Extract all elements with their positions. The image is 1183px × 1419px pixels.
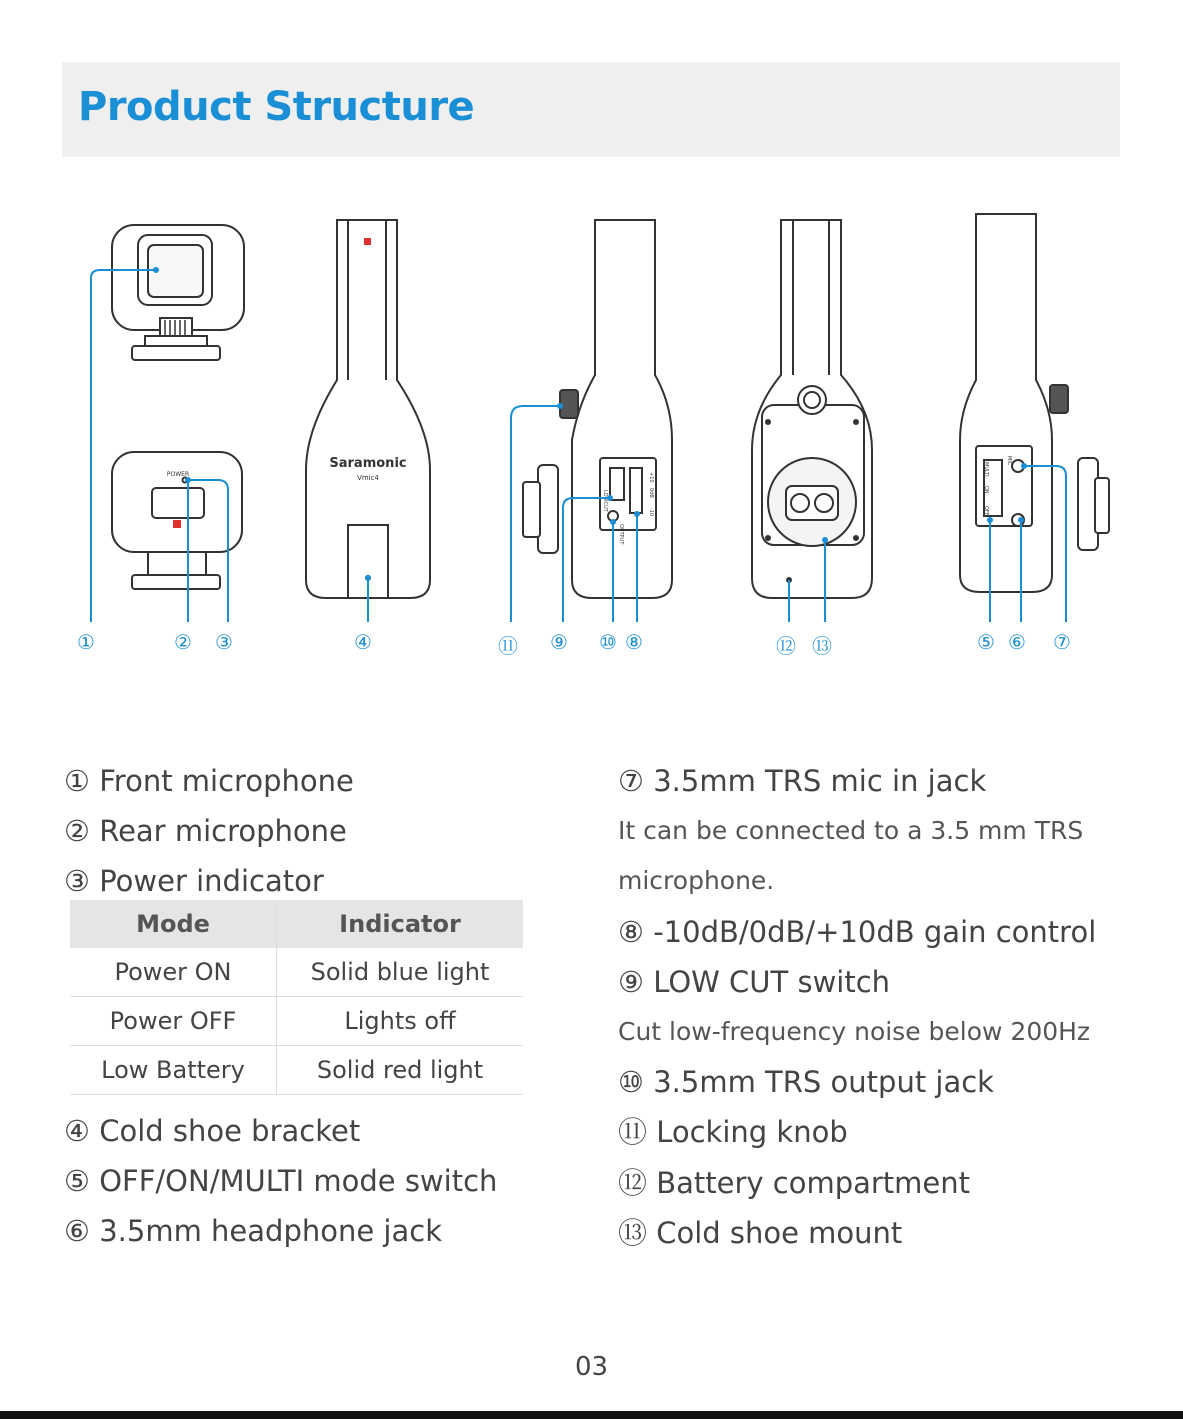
table-header-indicator: Indicator xyxy=(277,900,524,948)
gain-mid-label: 0dB xyxy=(648,488,654,498)
table-cell-mode: Low Battery xyxy=(70,1046,277,1095)
callout-4: ④ xyxy=(354,630,372,654)
power-label: POWER xyxy=(166,471,190,478)
feature-front-microphone: ① Front microphone xyxy=(64,764,354,798)
brand-label: Saramonic xyxy=(329,456,407,471)
device-rear-view xyxy=(112,452,242,589)
model-label: Vmic4 xyxy=(357,474,379,482)
feature-cold-shoe-mount: ⑬ Cold shoe mount xyxy=(618,1215,903,1250)
feature-rear-microphone: ② Rear microphone xyxy=(64,814,347,848)
callout-12: ⑫ xyxy=(776,634,796,658)
product-illustrations xyxy=(0,190,1183,630)
callout-9: ⑨ xyxy=(550,630,568,654)
low-cut-label: LOWCUT xyxy=(602,490,608,512)
right-feature-list xyxy=(618,756,1096,1258)
table-row xyxy=(70,948,523,997)
feature-gain-control: ⑧ -10dB/0dB/+10dB gain control xyxy=(618,914,1097,949)
left-feature-list-2 xyxy=(64,1106,497,1256)
feature-mic-in-jack-desc-1: It can be connected to a 3.5 mm TRS xyxy=(618,816,1084,846)
gain-top-label: +10 xyxy=(648,472,654,483)
device-front-view xyxy=(112,225,244,360)
callout-10: ⑩ xyxy=(599,630,617,654)
callout-5: ⑤ xyxy=(977,630,995,654)
page-title: Product Structure xyxy=(78,84,475,130)
callout-7: ⑦ xyxy=(1053,630,1071,654)
table-row xyxy=(70,997,523,1046)
gain-bottom-label: -10 xyxy=(648,508,654,517)
feature-mode-switch: ⑤ OFF/ON/MULTI mode switch xyxy=(64,1164,498,1198)
table-header-mode: Mode xyxy=(70,900,277,948)
callout-2: ② xyxy=(174,630,192,654)
feature-low-cut-switch: ⑨ LOW CUT switch xyxy=(618,964,891,999)
page-number: 03 xyxy=(574,1352,609,1382)
feature-output-jack: ⑩ 3.5mm TRS output jack xyxy=(618,1065,994,1100)
device-switch-side-view xyxy=(960,214,1109,592)
output-label: OUTPUT xyxy=(618,524,624,545)
callout-3: ③ xyxy=(215,630,233,654)
table-cell-indicator: Solid blue light xyxy=(277,948,524,997)
mic-label: MIC xyxy=(1006,456,1012,466)
table-header-row xyxy=(70,900,523,948)
feature-cold-shoe-bracket: ④ Cold shoe bracket xyxy=(64,1114,361,1148)
feature-battery-compartment: ⑫ Battery compartment xyxy=(618,1165,971,1200)
feature-mic-in-jack: ⑦ 3.5mm TRS mic in jack xyxy=(618,764,987,798)
callout-13: ⑬ xyxy=(812,634,832,658)
device-control-panel-view xyxy=(523,220,672,598)
callout-8: ⑧ xyxy=(625,630,643,654)
feature-low-cut-desc: Cut low-frequency noise below 200Hz xyxy=(618,1017,1091,1047)
table-cell-mode: Power OFF xyxy=(70,997,277,1046)
footer-border xyxy=(0,1411,1183,1419)
device-back-view xyxy=(752,220,872,598)
feature-power-indicator: ③ Power indicator xyxy=(64,864,324,898)
left-feature-list xyxy=(64,756,354,906)
callout-11: ⑪ xyxy=(498,634,518,658)
device-side-bracket-view xyxy=(306,220,430,598)
mode-on-label: ON xyxy=(983,486,989,494)
table-cell-indicator: Lights off xyxy=(277,997,524,1046)
table-row xyxy=(70,1046,523,1095)
indicator-table xyxy=(70,900,523,1095)
mode-off-label: OFF xyxy=(983,506,989,516)
callout-6: ⑥ xyxy=(1008,630,1026,654)
feature-locking-knob: ⑪ Locking knob xyxy=(618,1115,848,1150)
callout-1: ① xyxy=(77,630,95,654)
mode-multi-label: MULTI xyxy=(983,462,989,477)
feature-headphone-jack: ⑥ 3.5mm headphone jack xyxy=(64,1214,442,1248)
feature-mic-in-jack-desc-2: microphone. xyxy=(618,866,775,896)
table-cell-mode: Power ON xyxy=(70,948,277,997)
table-cell-indicator: Solid red light xyxy=(277,1046,524,1095)
